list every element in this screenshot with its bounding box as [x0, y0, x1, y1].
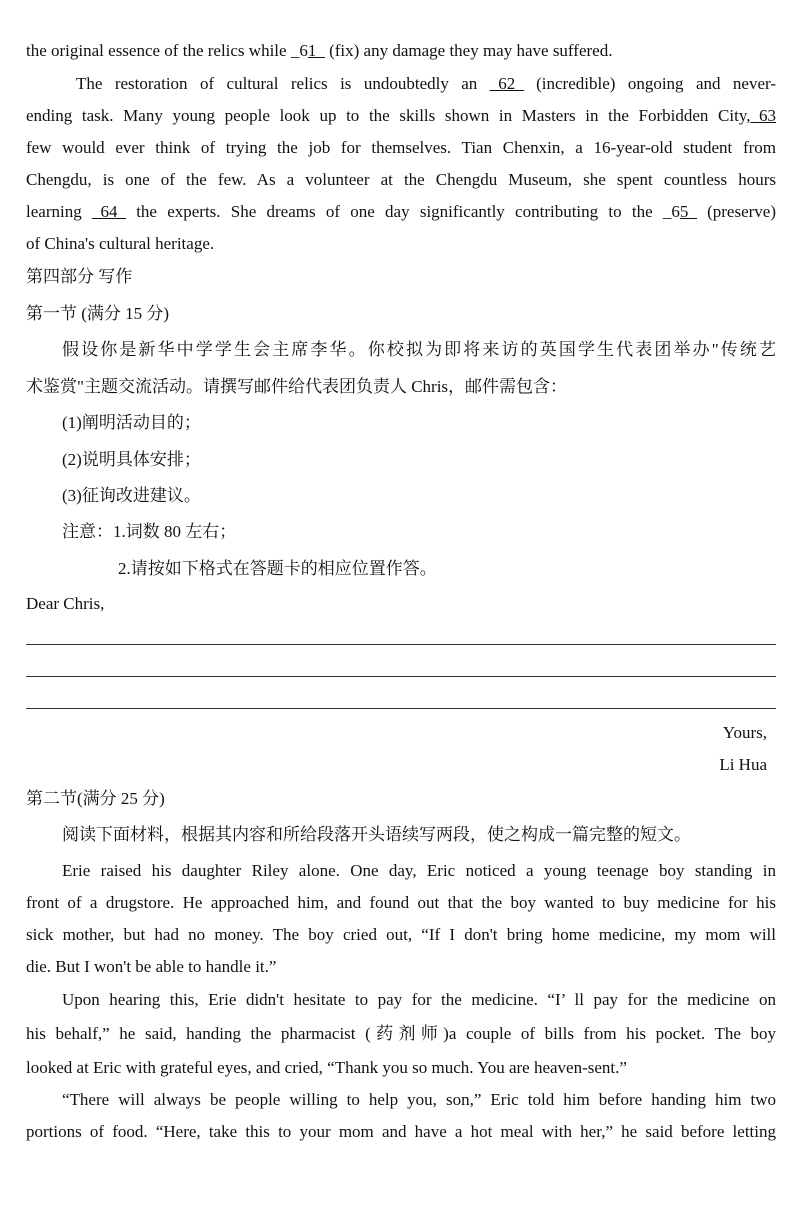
requirement-item: (2)说明具体安排；	[62, 450, 201, 469]
note-line: 2.请按如下格式在答题卡的相应位置作答。	[118, 559, 437, 578]
blank-65: 5_	[679, 202, 697, 221]
note-line: 注意：1.词数 80 左右；	[62, 522, 237, 541]
salutation: Dear Chris,	[26, 594, 105, 613]
signature: Li Hua	[719, 755, 767, 774]
prompt-line: 假设你是新华中学学生会主席李华。你校拟为即将来访的英国学生代表团举办"传统艺	[62, 340, 776, 359]
text-segment: The restoration of cultural relics is undoubtedly an	[76, 74, 490, 93]
story-line: Upon hearing this, Erie didn't hesitate to pay for the medicine. “I’ ll pay for the medicine on	[62, 990, 776, 1009]
story-line: sick mother, but had no money. The boy cried out, “If I don't bring home medicine, my mom will	[26, 925, 776, 944]
text-segment: ending task. Many young people look up to the skills shown in Masters in the Forbidden City,	[26, 106, 751, 125]
part-heading: 第四部分 写作	[26, 267, 133, 286]
text-segment: the original essence of the relics while _6	[26, 41, 308, 60]
writing-line	[26, 676, 776, 677]
blank-61: 1_	[307, 41, 325, 60]
text-segment: (incredible) ongoing and never-	[523, 74, 776, 93]
text-segment: the experts. She dreams of one day significantly contributing to the _6	[125, 202, 680, 221]
text-line	[26, 106, 776, 126]
story-line: his behalf,” he said, handing the pharmacist (药剂师)a couple of bills from his pocket. The boy	[26, 1024, 776, 1043]
text-line	[26, 202, 776, 222]
requirement-item: (1)阐明活动目的；	[62, 413, 201, 432]
prompt-line: 术鉴赏"主题交流活动。请撰写邮件给代表团负责人 Chris，邮件需包含：	[26, 377, 568, 396]
story-line: portions of food. “Here, take this to your mom and have a hot meal with her,” he said before letting	[26, 1122, 776, 1141]
text-line	[26, 41, 776, 61]
story-line: “There will always be people willing to help you, son,” Eric told him before handing him two	[62, 1090, 776, 1109]
text-segment: learning	[26, 202, 92, 221]
story-line: front of a drugstore. He approached him, and found out that the boy wanted to buy medicine for his	[26, 893, 776, 912]
story-line: Erie raised his daughter Riley alone. One day, Eric noticed a young teenage boy standing in	[62, 861, 776, 880]
instruction-line: 阅读下面材料，根据其内容和所给段落开头语续写两段，使之构成一篇完整的短文。	[62, 825, 691, 844]
closing: Yours,	[722, 723, 767, 742]
story-line: die. But I won't be able to handle it.”	[26, 957, 277, 976]
text-segment: (fix) any damage they may have suffered.	[324, 41, 613, 60]
writing-line	[26, 708, 776, 709]
text-line	[76, 74, 776, 94]
section-heading: 第二节(满分 25 分)	[26, 789, 165, 808]
text-segment: (preserve)	[696, 202, 776, 221]
blank-62: _62_	[489, 74, 524, 93]
writing-line	[26, 644, 776, 645]
story-line: looked at Eric with grateful eyes, and cried, “Thank you so much. You are heaven-sent.”	[26, 1058, 627, 1077]
text-line: of China's cultural heritage.	[26, 234, 215, 253]
blank-64: _64_	[91, 202, 126, 221]
text-line: few would ever think of trying the job for themselves. Tian Chenxin, a 16-year-old student from	[26, 138, 776, 157]
text-line: Chengdu, is one of the few. As a volunteer at the Chengdu Museum, she spent countless hours	[26, 170, 776, 189]
blank-63: _63	[750, 106, 776, 125]
section-heading: 第一节 (满分 15 分)	[26, 304, 170, 323]
requirement-item: (3)征询改进建议。	[62, 486, 201, 505]
